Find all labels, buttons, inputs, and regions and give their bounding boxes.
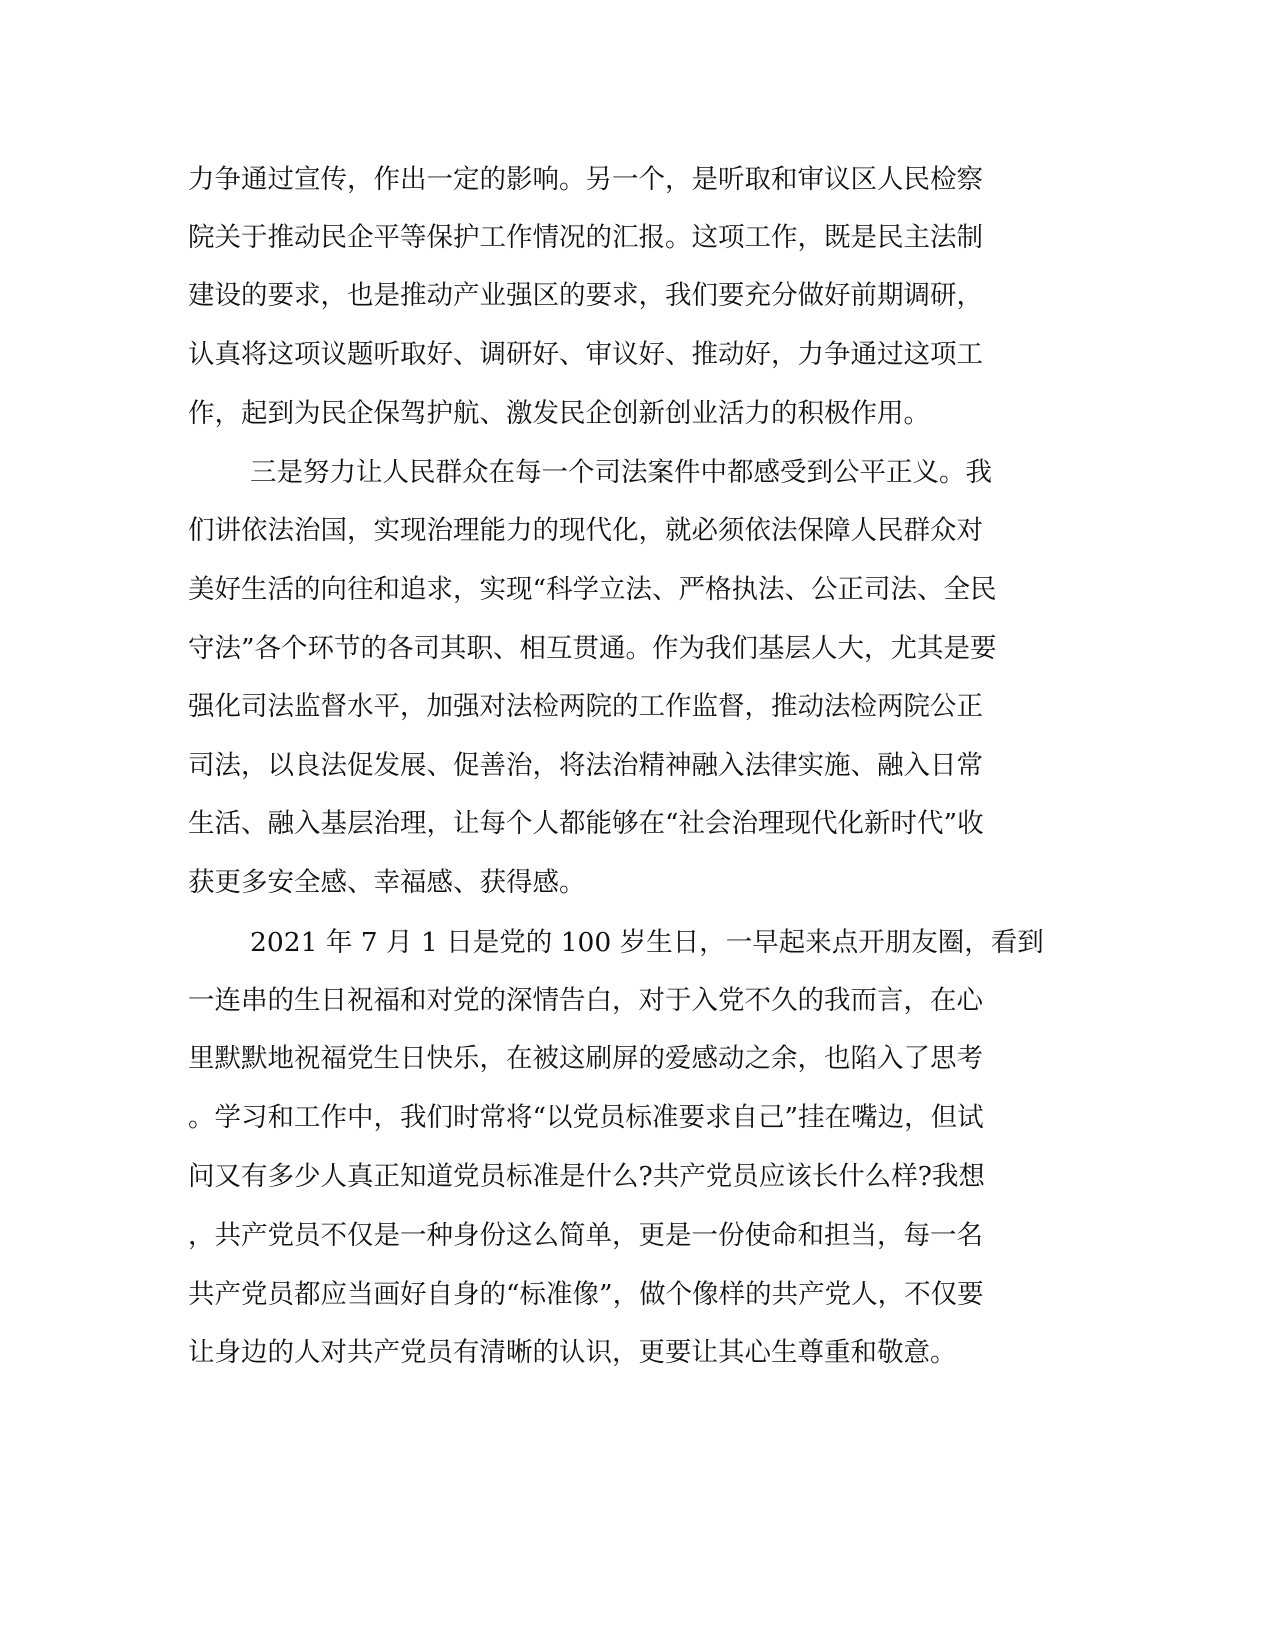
paragraph-line: 生活、融入基层治理，让每个人都能够在“社会治理现代化新时代”收 <box>188 808 984 839</box>
paragraph-line: 问又有多少人真正知道党员标准是什么?共产党员应该长什么样?我想 <box>188 1161 985 1192</box>
paragraph-line: 建设的要求，也是推动产业强区的要求，我们要充分做好前期调研， <box>188 280 983 311</box>
paragraph-line: 让身边的人对共产党员有清晰的认识，更要让其心生尊重和敬意。 <box>188 1337 957 1368</box>
paragraph-line: 2021 年 7 月 1 日是党的 100 岁生日，一早起来点开朋友圈，看到 <box>250 927 1044 958</box>
paragraph-line: 力争通过宣传，作出一定的影响。另一个，是听取和审议区人民检察 <box>188 164 983 195</box>
paragraph-line: 获更多安全感、幸福感、获得感。 <box>188 867 586 898</box>
paragraph-line: 们讲依法治国，实现治理能力的现代化，就必须依法保障人民群众对 <box>188 515 983 546</box>
paragraph-line: 一连串的生日祝福和对党的深情告白，对于入党不久的我而言，在心 <box>188 985 983 1016</box>
paragraph-line: 守法”各个环节的各司其职、相互贯通。作为我们基层人大，尤其是要 <box>188 633 997 664</box>
paragraph-line: 认真将这项议题听取好、调研好、审议好、推动好，力争通过这项工 <box>188 339 983 370</box>
paragraph-line: 美好生活的向往和追求，实现“科学立法、严格执法、公正司法、全民 <box>188 574 997 605</box>
paragraph-line: 三是努力让人民群众在每一个司法案件中都感受到公平正义。我 <box>250 457 992 488</box>
paragraph-line: 院关于推动民企平等保护工作情况的汇报。这项工作，既是民主法制 <box>188 222 983 253</box>
paragraph-line: 共产党员都应当画好自身的“标准像”，做个像样的共产党人，不仅要 <box>188 1279 984 1310</box>
paragraph-line: 强化司法监督水平，加强对法检两院的工作监督，推动法检两院公正 <box>188 691 983 722</box>
paragraph-line: 。学习和工作中，我们时常将“以党员标准要求自己”挂在嘴边，但试 <box>188 1102 984 1133</box>
paragraph-line: 司法，以良法促发展、促善治，将法治精神融入法律实施、融入日常 <box>188 750 983 781</box>
paragraph-line: ，共产党员不仅是一种身份这么简单，更是一份使命和担当，每一名 <box>188 1220 983 1251</box>
paragraph-line: 作，起到为民企保驾护航、激发民企创新创业活力的积极作用。 <box>188 398 930 429</box>
paragraph-line: 里默默地祝福党生日快乐，在被这刷屏的爱感动之余，也陷入了思考 <box>188 1043 983 1074</box>
